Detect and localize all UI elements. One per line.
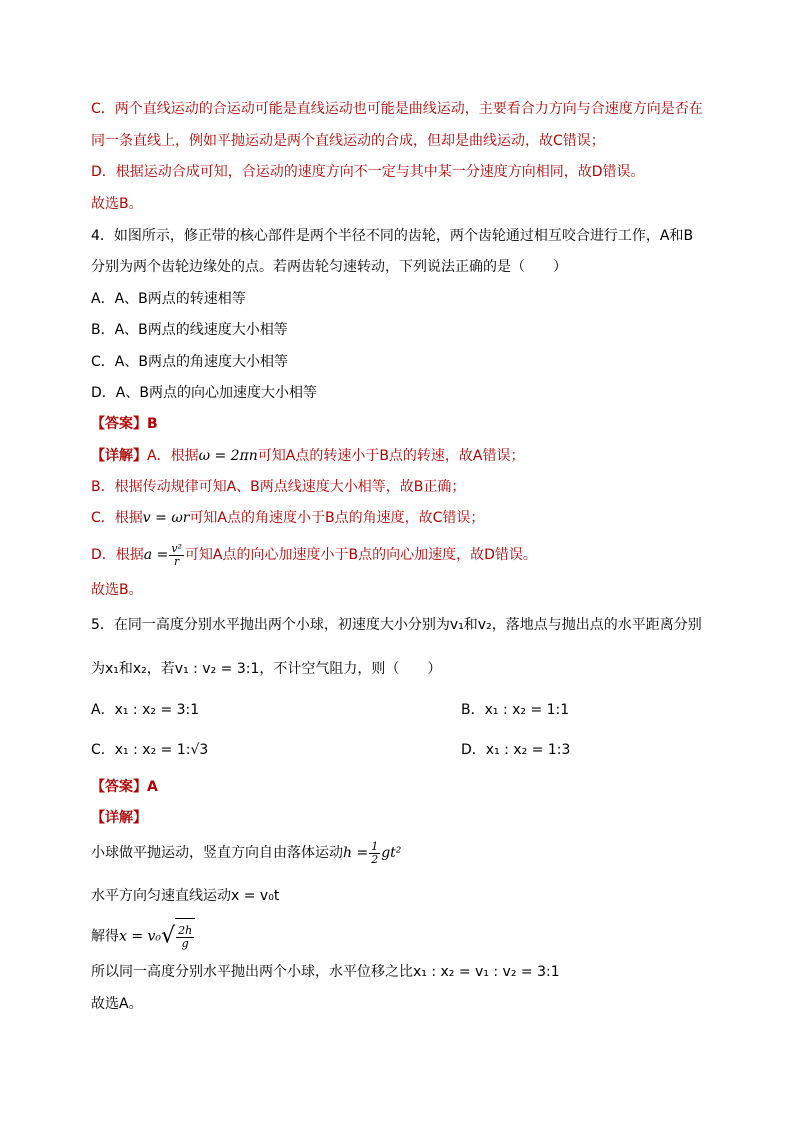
q4-option-b: B．A、B两点的线速度大小相等 xyxy=(91,322,288,338)
q5-detail-line-1-fraction xyxy=(369,841,380,866)
q4-detail-c-pre: C．根据 xyxy=(91,510,143,526)
q5-options-row-2 xyxy=(91,740,734,760)
q4-stem-line-2: 分别为两个齿轮边缘处的点。若两齿轮匀速转动，下列说法正确的是（ ） xyxy=(91,259,567,275)
q5-choose: 故选A。 xyxy=(91,996,143,1012)
q5-option-d: D．x₁ : x₂ = 1:3 xyxy=(461,742,571,758)
q4-detail-c xyxy=(91,508,734,528)
q5-stem-line-2: 为x₁和x₂，若v₁ : v₂ = 3:1，不计空气阻力，则（ ） xyxy=(91,661,442,677)
q5-detail-line-1-pre: 小球做平抛运动，竖直方向自由落体运动 xyxy=(91,845,343,861)
q4-detail-d-lhs: a = xyxy=(143,547,169,563)
q4-detail-a-post: 可知A点的转速小于B点的转速，故A错误； xyxy=(257,448,525,464)
q5-detail-line-2: 水平方向匀速直线运动x = v₀t xyxy=(91,888,280,904)
q4-option-d: D．A、B两点的向心加速度大小相等 xyxy=(91,385,317,401)
q5-detail-line-1 xyxy=(91,836,734,870)
q4-detail-a-formula: ω = 2πn xyxy=(198,448,258,464)
q5-detail-line-3-pre: 解得 xyxy=(91,928,119,945)
q5-detail-line-3-sqrt xyxy=(161,918,195,955)
q5-detail-line-1-lhs: h = xyxy=(343,845,369,861)
q4-detail-b: B．根据传动规律可知A、B两点线速度大小相等，故B正确； xyxy=(91,479,466,495)
q4-detail-label: 【详解】 xyxy=(91,448,147,464)
prev-choose: 故选B。 xyxy=(91,196,143,212)
prev-option-c-line-1: C．两个直线运动的合运动可能是直线运动也可能是曲线运动，主要看合力方向与合速度方向是否在 xyxy=(91,101,703,117)
q5-detail-line-4: 所以同一高度分别水平抛出两个小球，水平位移之比x₁ : x₂ = v₁ : v₂ = 3:1 xyxy=(91,964,560,980)
q5-detail-line-1-post: gt² xyxy=(381,845,402,861)
q5-detail-line-3-lhs: x = v₀ xyxy=(119,928,162,945)
q5-option-a: A．x₁ : x₂ = 3:1 xyxy=(91,702,200,718)
q5-detail-line-3-denominator: g xyxy=(181,936,189,950)
prev-option-d: D．根据运动合成可知，合运动的速度方向不一定与其中某一分速度方向相同，故D错误。 xyxy=(91,164,645,180)
q5-option-c: C．x₁ : x₂ = 1:√3 xyxy=(91,742,209,758)
q5-detail-line-1-denominator: 2 xyxy=(371,852,379,866)
q5-detail-line-3 xyxy=(91,918,734,955)
q5-detail-line-1-numerator: 1 xyxy=(371,839,379,853)
q4-stem-line-1: 4．如图所示，修正带的核心部件是两个半径不同的齿轮，两个齿轮通过相互咬合进行工作，A和B xyxy=(91,228,694,244)
q5-stem-line-1: 5．在同一高度分别水平抛出两个小球，初速度大小分别为v₁和v₂，落地点与抛出点的水平距离分别 xyxy=(91,617,702,633)
q4-detail-d-denominator: r xyxy=(173,554,180,568)
q5-options-row-1 xyxy=(91,700,734,720)
q5-detail-line-3-fraction xyxy=(176,925,194,950)
q4-detail-d xyxy=(91,540,734,570)
q5-detail-line-3-numerator: 2h xyxy=(178,923,193,937)
q4-option-a: A．A、B两点的转速相等 xyxy=(91,291,246,307)
q4-answer: 【答案】B xyxy=(91,416,158,432)
sqrt-radical-icon: √ xyxy=(161,923,176,949)
q4-detail-a-pre: A．根据 xyxy=(147,448,199,464)
q4-detail-d-post: 可知A点的向心加速度小于B点的向心加速度，故D错误。 xyxy=(184,547,537,563)
prev-option-c-line-2: 同一条直线上，例如平抛运动是两个直线运动的合成，但却是曲线运动，故C错误； xyxy=(91,133,605,149)
q4-choose: 故选B。 xyxy=(91,582,143,598)
q4-detail-c-formula: v = ωr xyxy=(142,510,190,526)
q4-detail-c-post: 可知A点的角速度小于B点的角速度，故C错误； xyxy=(189,510,485,526)
q5-detail-label: 【详解】 xyxy=(91,810,147,826)
q4-detail-d-pre: D．根据 xyxy=(91,547,144,563)
q4-detail-a xyxy=(91,446,734,466)
q5-option-b: B．x₁ : x₂ = 1:1 xyxy=(461,702,570,718)
q4-detail-d-fraction xyxy=(169,543,184,568)
q4-detail-d-numerator: v² xyxy=(171,541,182,555)
q5-answer: 【答案】A xyxy=(91,779,158,795)
q4-option-c: C．A、B两点的角速度大小相等 xyxy=(91,354,288,370)
